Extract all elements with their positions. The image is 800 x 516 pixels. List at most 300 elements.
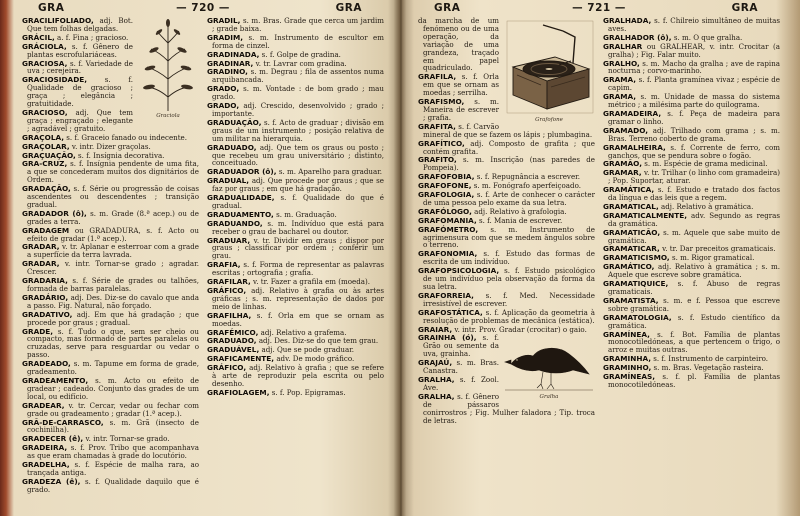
dictionary-entry	[207, 312, 384, 328]
entry-headword: GRAFONOMIA,	[418, 249, 478, 259]
dictionary-entry	[22, 478, 199, 494]
entry-definition: adj. Relativo à gramática.	[660, 201, 754, 211]
running-head-left-page	[14, 0, 392, 16]
dictionary-entry	[418, 173, 595, 181]
entry-definition: s. f. Orla em que se ornam as moedas.	[212, 310, 384, 328]
entry-headword: GRADAGEM	[22, 225, 70, 235]
entry-headword: GRALHA,	[418, 374, 455, 384]
entry-definition: da marcha de um fenómeno ou de uma operação, da variação de uma grandeza, traçado em papel quadriculado.	[418, 17, 499, 73]
dictionary-entry	[22, 210, 199, 226]
entry-definition: s. m. Macho da gralha ; ave de rapina nocturna ; corvo-marinho.	[608, 58, 780, 76]
dictionary-entry	[603, 229, 780, 245]
entry-definition: adj. Des. Diz-se do que tem grau.	[258, 336, 379, 346]
entry-definition: a. f. Fina ; gracioso.	[57, 32, 129, 42]
entry-headword: GRADEZA (ê),	[22, 476, 81, 486]
entry-definition: adv. Segundo as regras da gramática.	[608, 210, 780, 228]
dictionary-entry	[207, 220, 384, 236]
page-number-left: — 720 —	[176, 2, 230, 14]
dictionary-entry	[207, 144, 384, 168]
entry-headword: GRADUADOR (ô),	[207, 167, 277, 177]
entry-headword: GRAÇUAÇÃO,	[22, 150, 76, 160]
entry-headword: GRÁFICO,	[207, 286, 247, 295]
dictionary-entry	[418, 267, 595, 291]
dictionary-entry	[22, 419, 199, 435]
dictionary-entry	[603, 280, 780, 296]
dictionary-entry	[207, 68, 384, 84]
entry-definition: v. intr. Prov. Gradar (crocitar) o gaio.	[454, 324, 587, 334]
dictionary-entry	[22, 402, 199, 418]
entry-headword: GRADEADO,	[22, 359, 71, 369]
entry-headword: GRADUÁVEL,	[207, 345, 260, 355]
dictionary-entry	[603, 160, 780, 168]
entry-headword: GRAFOFOBIA,	[418, 172, 475, 182]
entry-headword: GRAMATISTA,	[603, 295, 659, 305]
dictionary-entry	[207, 389, 384, 397]
entry-headword: GRADINADA,	[207, 49, 260, 59]
left-page-columns	[22, 17, 384, 516]
dictionary-entry	[22, 260, 199, 276]
dictionary-entry	[603, 17, 780, 33]
entry-headword: GRADELHA,	[22, 460, 70, 470]
entry-definition: s. f. Estudo das formas de escrita de um indivíduo.	[423, 249, 595, 267]
right-page-column-2	[603, 17, 780, 516]
entry-headword: GRAFITA,	[418, 121, 456, 131]
entry-headword: GRALHADA,	[603, 17, 652, 25]
entry-headword: GRADEAMENTO,	[22, 375, 89, 385]
dictionary-entry	[207, 346, 384, 354]
dictionary-entry	[418, 140, 595, 156]
entry-definition: v. intr. Tornar-se grado ; agradar. Crescer.	[27, 259, 199, 277]
entry-definition: s. m. Maneira de escrever ; grafia.	[423, 97, 499, 122]
dictionary-entry	[207, 85, 384, 101]
entry-headword: GRADINO,	[207, 67, 248, 77]
entry-headword: GRADO,	[207, 101, 240, 111]
entry-definition: s. f. Qualidade do que é gradual.	[212, 193, 384, 210]
entry-definition: v. tr. Fazer a grafila em (moeda).	[253, 277, 371, 287]
dictionary-entry	[603, 169, 780, 185]
entry-headword: GRAINHA (ó),	[418, 333, 477, 343]
entry-definition: adj. Relativo a grafema.	[260, 327, 347, 337]
entry-headword: GRAFILA,	[418, 72, 457, 82]
entry-definition: s. f. Arte de conhecer o carácter de uma pessoa pelo exame da sua letra.	[423, 190, 595, 207]
right-page	[410, 0, 788, 516]
grafofone-gramophone-illustration	[503, 17, 595, 117]
entry-definition: s. m. Aquele que sabe muito de gramática.	[608, 227, 780, 245]
entry-definition: s. f. Qualidade de gracioso ; graça ; elegância ; gratuitidade.	[27, 75, 133, 109]
entry-definition: v. tr. Aplanar e esterroar com a grade a superfície da terra lavrada.	[27, 242, 199, 260]
dictionary-entry	[22, 143, 199, 151]
entry-headword: GRAMATICISMO,	[603, 253, 670, 263]
dictionary-entry	[207, 364, 384, 388]
entry-definition: adj. Relativo à gramática ; s. m. Aquele que escreve sobre gramática.	[608, 262, 780, 280]
entry-headword: GRADUADO,	[207, 336, 257, 346]
entry-headword: GRAMAR,	[603, 168, 642, 178]
entry-headword: GRADÁRIO,	[22, 292, 69, 302]
guide-word-right: GRA	[731, 2, 758, 14]
dictionary-entry	[22, 152, 199, 160]
entry-definition: v. tr. Dar preceitos gramaticais.	[662, 244, 776, 254]
entry-headword: GRADATIVO,	[22, 309, 73, 319]
dictionary-entry	[603, 76, 780, 92]
entry-definition: s. f. Repugnância a escrever.	[476, 172, 581, 182]
entry-headword: GRAMALHEIRA,	[603, 142, 666, 152]
entry-headword: GRADE,	[22, 326, 54, 336]
dictionary-entry	[207, 168, 384, 176]
dictionary-entry	[603, 93, 780, 109]
entry-headword: GRAJAÚ,	[418, 358, 453, 368]
entry-definition: s. f. Aplicação da geometria à resolução de problemas de mecânica (estática).	[423, 307, 595, 325]
dictionary-entry	[207, 278, 384, 286]
entry-headword: GRADEIRA,	[22, 443, 68, 453]
dictionary-entry	[207, 17, 384, 33]
entry-headword: GRAMATOLOGIA,	[603, 312, 672, 322]
dictionary-entry	[418, 182, 595, 190]
entry-definition: s. f. Corrente de ferro, com ganchos, que se pendura sobre o fogão.	[608, 142, 780, 160]
entry-definition: adj. Composto de grafita ; que contém grafita.	[423, 138, 595, 156]
entry-headword: GRADAR,	[22, 242, 60, 252]
entry-definition: s. m. Instrumento de escultor em forma de cinzel.	[212, 32, 384, 50]
entry-headword: GRACILIFOLIADO,	[22, 17, 94, 25]
dictionary-entry	[207, 102, 384, 118]
entry-definition: v. tr. Cercar, vedar ou fechar com grade ou gradeamento ; gradar (1.ª acep.).	[27, 400, 199, 418]
entry-headword: GRAMATIQUICE,	[603, 279, 669, 289]
entry-headword: GRAFÓMETRO,	[418, 224, 479, 234]
dictionary-entry	[603, 43, 780, 59]
entry-definition: s. f. Chilreio simultâneo de muitas aves.	[608, 17, 780, 33]
entry-definition: s. m. Grade (8.ª acep.) ou de grades a terra.	[27, 208, 199, 226]
entry-definition: adj. Em que há gradação ; que procede por graus ; gradual.	[27, 309, 199, 327]
dictionary-entry	[603, 212, 780, 228]
entry-headword: GRADUAL,	[207, 176, 250, 186]
dictionary-entry	[22, 277, 199, 293]
entry-headword: GRADECER (ê),	[22, 434, 84, 444]
entry-definition: adj. Que procede por graus ; que se faz por graus ; em que há gradação.	[212, 176, 384, 194]
entry-headword: GRAÇOLA,	[22, 132, 65, 142]
figure-caption-grafofone: Grafofone	[535, 117, 563, 123]
dictionary-entry	[207, 237, 384, 261]
entry-definition: s. f. Bot. Família de plantas monocotiledóneas, a que pertencem o trigo, o arroz e muitas outras.	[608, 329, 780, 355]
entry-definition: s. f. Peça de madeira para gramar o linho.	[608, 108, 780, 126]
entry-headword: GRAMADO,	[603, 125, 649, 135]
dictionary-entry	[207, 211, 384, 219]
entry-headword: GRAFOMANIA,	[418, 215, 477, 225]
guide-word-left: GRA	[38, 2, 65, 14]
entry-definition: s. f. Instrumento de carpinteiro.	[653, 354, 769, 364]
entry-definition: v. intr. Tornar-se grado.	[85, 434, 170, 444]
entry-headword: GRAMINHA,	[603, 354, 651, 364]
entry-headword: GRADAR,	[22, 259, 60, 269]
entry-headword: GRAMÍNEAS,	[603, 372, 655, 382]
dictionary-entry	[207, 177, 384, 193]
entry-definition: v. tr. Lavrar com gradina.	[255, 58, 347, 68]
entry-definition: s. f. Med. Necessidade irresistível de escrever.	[423, 290, 595, 308]
dictionary-entry	[418, 123, 595, 139]
entry-headword: GRADUAR,	[207, 235, 251, 245]
dictionary-entry	[603, 331, 780, 355]
figure-graciola	[137, 17, 199, 121]
entry-definition: ou GRALHEAR, v. intr. Crocitar (a gralha) ; Fig. Falar muito.	[608, 41, 780, 59]
entry-headword: GRAFÉMICO,	[207, 327, 259, 337]
dictionary-entry	[207, 34, 384, 50]
entry-definition: v. tr. Dividir em graus ; dispor por graus ; classificar por ordem ; conferir um grau.	[212, 235, 384, 261]
entry-headword: GRALHAR	[603, 41, 643, 51]
entry-headword: GRADIM,	[207, 32, 244, 42]
entry-definition: s. f. Golpe de gradina.	[261, 49, 341, 59]
entry-headword: GRADO,	[207, 84, 240, 94]
dictionary-entry	[22, 134, 199, 142]
entry-definition: adj. Que tem os graus ou posto ; que recebeu um grau universitário ; distinto, conceituado.	[212, 142, 384, 168]
entry-headword: GRÁCIL,	[22, 32, 55, 42]
entry-headword: GRAFIOLAGEM,	[207, 387, 270, 397]
entry-definition: s. f. Planta gramínea vivaz ; espécie de capim.	[608, 75, 780, 93]
guide-word-right: GRA	[335, 2, 362, 14]
entry-definition: s. f. Grão ou semente da uva, grainha.	[423, 333, 500, 359]
entry-definition: s. f. Tudo o que, sem ser cheio ou compacto, mas formado de partes paralelas ou cruzadas, serve para resguardar ou vedar o passo.	[27, 326, 199, 360]
figure-grafofone	[503, 17, 595, 125]
entry-headword: GRACIOSA,	[22, 58, 68, 68]
entry-definition: s. m. Bras. Vegetação rasteira.	[653, 363, 764, 373]
dictionary-entry	[22, 461, 199, 477]
dictionary-entry	[603, 203, 780, 211]
entry-definition: s. m. Rigor gramatical.	[671, 253, 755, 263]
book-gutter	[388, 0, 414, 516]
entry-definition: s. f. Graceio fanado ou indecente.	[66, 132, 188, 142]
dictionary-entry	[22, 311, 199, 327]
dictionary-entry	[603, 144, 780, 160]
dictionary-entry	[418, 191, 595, 207]
dictionary-entry	[603, 355, 780, 363]
dictionary-entry	[22, 435, 199, 443]
dictionary-entry	[22, 160, 199, 184]
entry-headword: GRÃ-DE-CARRASCO,	[22, 417, 104, 427]
entry-headword: GRAMATICÃO,	[603, 227, 661, 237]
entry-headword: GRAMÃO,	[603, 159, 642, 169]
dictionary-entry	[603, 364, 780, 372]
entry-headword: GRAMA,	[603, 75, 637, 85]
entry-definition: s. m. Tapume em forma de grade, gradeamento.	[27, 359, 199, 377]
entry-definition: s. f. Zool. Ave.	[423, 374, 499, 392]
left-page	[14, 0, 392, 516]
entry-headword: GRADUADO,	[207, 142, 257, 152]
entry-headword: GRA-CRUZ,	[22, 159, 68, 169]
entry-definition: s. m. Fonógrafo aperfeiçoado.	[473, 181, 581, 191]
dictionary-entry	[603, 263, 780, 279]
entry-headword: GRADADOR (ô),	[22, 208, 87, 218]
dictionary-entry	[418, 208, 595, 216]
dictionary-entry	[603, 34, 780, 42]
entry-definition: s. f. Série ou progressão de coisas ascendentes ou descendentes ; transição gradual.	[27, 184, 199, 209]
entry-definition: s. m. Degrau ; fila de assentos numa arquibancada.	[212, 67, 384, 85]
entry-headword: GRALHA,	[418, 391, 455, 401]
entry-definition: s. f. Qualidade daquilo que é grado.	[27, 476, 199, 494]
entry-definition: adj. Que tem graça ; engraçado ; elegante ; agradável ; gratuito.	[27, 107, 133, 133]
dictionary-entry	[603, 127, 780, 143]
right-page-columns	[418, 17, 780, 516]
entry-definition: adj. Des. Diz-se do cavalo que anda a passo. Fig. Natural, não forçado.	[27, 292, 199, 310]
entry-headword: GRAÇOLAR,	[22, 141, 70, 151]
dictionary-entry	[207, 119, 384, 143]
entry-headword: GRAFOFONE,	[418, 181, 472, 191]
entry-headword: GRAMATICAL,	[603, 201, 659, 211]
entry-definition: s. m. O que gralha.	[673, 32, 743, 42]
entry-definition: v. tr. Trilhar (o linho com gramadeira) ; Pop. Suportar, aturar.	[608, 168, 780, 186]
entry-headword: GRAFILAR,	[207, 277, 251, 287]
entry-headword: GRAMADEIRA,	[603, 108, 662, 118]
dictionary-entry	[603, 254, 780, 262]
entry-definition: s. f. Série de grades ou talhões, formada de barras paralelas.	[27, 276, 199, 293]
entry-definition: s. m. Acto ou efeito de gradear ; cadeado. Conjunto das grades de um local, ou edifício.	[27, 375, 199, 401]
entry-definition: s. f. Acto de graduar ; divisão em graus de um instrumento ; posição relativa de um militar na hierarquia.	[212, 117, 384, 143]
entry-headword: GRAFÓLOGO,	[418, 206, 472, 216]
figure-caption-gralha: Gralha	[539, 394, 559, 401]
entry-headword: GRADUALIDADE,	[207, 193, 275, 203]
entry-definition: s. f. Insígnia pendente de uma fita, a que se concederam muitos dos dignitários de Ordem.	[27, 159, 199, 185]
entry-headword: GRAFITO,	[418, 155, 457, 165]
entry-definition: ou GRADADURA, s. f. Acto ou efeito de gradar (1.ª acep.).	[27, 225, 199, 243]
entry-headword: GRAFISMO,	[418, 97, 465, 107]
dictionary-entry	[418, 292, 595, 308]
entry-definition: adj. Relativo à grafia ; que se refere à arte de reproduzir pela escrita ou pelo desenho.	[212, 363, 384, 388]
left-page-column-1	[22, 17, 199, 516]
entry-definition: s. f. Estudo científico da gramática.	[608, 312, 780, 330]
entry-definition: adj. Relativo à grafologia.	[474, 206, 567, 216]
entry-headword: GRADEAR,	[22, 400, 65, 410]
entry-headword: GRAFÍTICO,	[418, 138, 465, 148]
entry-headword: GRADARIA,	[22, 276, 68, 286]
dictionary-entry	[603, 373, 780, 389]
page-number-right: — 721 —	[572, 2, 626, 14]
running-head-right-page	[410, 0, 788, 16]
dictionary-entry	[418, 309, 595, 325]
entry-definition: s. m. Espécie de grama medicinal.	[644, 159, 768, 169]
entry-definition: s. f. Abuso de regras gramaticais.	[608, 279, 780, 296]
entry-headword: GRALHADOR (ô),	[603, 32, 672, 42]
entry-headword: GRÁFICO,	[207, 363, 247, 373]
entry-headword: GRAFOLOGIA,	[418, 190, 475, 200]
dictionary-entry	[207, 337, 384, 345]
dictionary-entry	[207, 194, 384, 210]
dictionary-entry	[603, 110, 780, 126]
entry-headword: GRACIOSIDADE,	[22, 75, 88, 85]
gralha-crow-illustration	[503, 334, 595, 394]
entry-headword: GRAFORREIA,	[418, 290, 474, 300]
entry-headword: GRAMATICALMENTE,	[603, 210, 688, 220]
entry-headword: GRAMA,	[603, 92, 637, 102]
entry-definition: s. f. pl. Família de plantas monocotiledóneas.	[608, 372, 780, 389]
dictionary-entry	[207, 287, 384, 311]
entry-definition: s. f. Insígnia decorativa.	[78, 150, 165, 160]
dictionary-entry	[22, 444, 199, 460]
entry-definition: s. m. Graduação.	[276, 209, 337, 219]
entry-definition: s. f. Prov. Tribo que acompanhava as que eram chamadas à grade do locutório.	[27, 443, 199, 461]
dictionary-entry	[22, 227, 199, 243]
entry-headword: GRACIOSO,	[22, 107, 68, 117]
entry-definition: s. f. Estudo psicológico de um indivíduo pela observação da forma da sua letra.	[423, 266, 595, 291]
entry-definition: s. m. Inscrição (nas paredes de Pompeia).	[423, 155, 595, 173]
dictionary-entry	[603, 60, 780, 76]
entry-definition: s. f. Carvão mineral de que se fazem os lápis ; plumbagina.	[423, 121, 593, 139]
dictionary-entry	[603, 245, 780, 253]
dictionary-entry	[603, 314, 780, 330]
entry-definition: adj. Bot. Que tem folhas delgadas.	[27, 17, 133, 33]
entry-definition: s. f. Variedade de uva ; cerejeira.	[27, 58, 134, 76]
entry-definition: s. f. Orla em que se ornam as moedas ; serrilha.	[423, 72, 499, 98]
entry-headword: GRADIL,	[207, 17, 241, 25]
entry-definition: adj. Trilhado com grama ; s. m. Bras. Terreno coberto de grama.	[608, 125, 780, 143]
right-page-column-1	[418, 17, 595, 516]
graciola-plant-illustration	[137, 17, 199, 113]
entry-definition: s. f. Gênero de pássaros conirrostros ; Fig. Mulher faladora ; Tip. troca de letras.	[423, 391, 595, 425]
entry-definition: adj. Crescido, desenvolvido ; grado ; importante.	[212, 101, 384, 118]
dictionary-entry	[418, 250, 595, 266]
entry-definition: s. m. Grã (insecto de cochinilha).	[27, 417, 199, 435]
entry-headword: GRAFOSTÁTICA,	[418, 307, 483, 317]
entry-definition: s. f. Pop. Epigramas.	[271, 387, 346, 397]
entry-headword: GRADUAMENTO,	[207, 209, 274, 219]
entry-definition: s. f. Estudo e tratado dos factos da língua e das leis que a regem.	[608, 185, 780, 203]
entry-headword: GRAFICAMENTE,	[207, 354, 275, 364]
entry-definition: s. f. Espécie de malha rara, ao trançada antiga.	[27, 460, 199, 477]
dictionary-entry	[603, 297, 780, 313]
left-page-column-2	[207, 17, 384, 516]
entry-definition: s. m. Bras. Grade que cerca um jardim ; grade baixa.	[212, 17, 384, 33]
entry-headword: GRADUAÇÃO,	[207, 117, 262, 127]
entry-definition: s. m. Instrumento de agrimensura com que se medem ângulos sobre o terreno.	[423, 224, 595, 250]
entry-headword: GRAIAR,	[418, 324, 453, 334]
entry-definition: s. m. Vontade : de bom grado ; mau grado.	[212, 84, 384, 102]
entry-headword: GRAMATICAR,	[603, 244, 660, 254]
entry-definition: v. intr. Dizer graçolas.	[71, 141, 151, 151]
entry-definition: adv. De modo gráfico.	[276, 354, 355, 364]
dictionary-entry	[418, 217, 595, 225]
entry-definition: s. m. Aparelho para graduar.	[278, 167, 383, 177]
dictionary-entry	[207, 329, 384, 337]
entry-headword: GRAFOPSICOLOGIA,	[418, 266, 500, 276]
entry-headword: GRAFIA,	[207, 260, 241, 270]
entry-definition: s. f. Gênero de plantas escrofulariáceas.	[27, 41, 133, 59]
entry-headword: GRADUANDO,	[207, 218, 263, 228]
entry-headword: GRAMINHO,	[603, 363, 652, 373]
dictionary-entry	[22, 377, 199, 401]
dictionary-entry	[22, 360, 199, 376]
dictionary-entry	[603, 186, 780, 202]
figure-caption-graciola: Graciola	[156, 113, 180, 119]
entry-definition: s. m. Indivíduo que está para receber o grau de bacharel ou doutor.	[212, 218, 384, 236]
dictionary-entry	[418, 326, 595, 334]
entry-headword: GRAMÁTICO,	[603, 262, 655, 272]
dictionary-entry	[418, 156, 595, 172]
entry-definition: s. m. Unidade de massa do sistema métrico ; a milésima parte do quilograma.	[608, 92, 780, 110]
entry-definition: s. m. Bras. Canastra.	[423, 358, 499, 376]
figure-gralha	[503, 334, 595, 402]
dictionary-entry	[22, 243, 199, 259]
dictionary-entry	[22, 328, 199, 360]
entry-definition: adj. Relativo à grafia ou às artes gráficas ; s. m. representação de dados por meio de linhas.	[212, 286, 384, 311]
entry-headword: GRADINAR,	[207, 58, 254, 68]
dictionary-entry	[207, 60, 384, 68]
dictionary-entry	[22, 294, 199, 310]
dictionary-entry	[22, 185, 199, 209]
entry-definition: adj. Que se pode graduar.	[261, 345, 355, 355]
entry-headword: GRADAÇÃO,	[22, 184, 71, 194]
entry-headword: GRALHO,	[603, 58, 640, 68]
guide-word-left: GRA	[434, 2, 461, 14]
entry-headword: GRAFILHA,	[207, 310, 252, 320]
entry-headword: GRAMÁTICA,	[603, 185, 655, 195]
entry-headword: GRAMÍNEA,	[603, 329, 650, 339]
entry-definition: s. f. Mania de escrever.	[479, 215, 563, 225]
dictionary-entry	[207, 355, 384, 363]
